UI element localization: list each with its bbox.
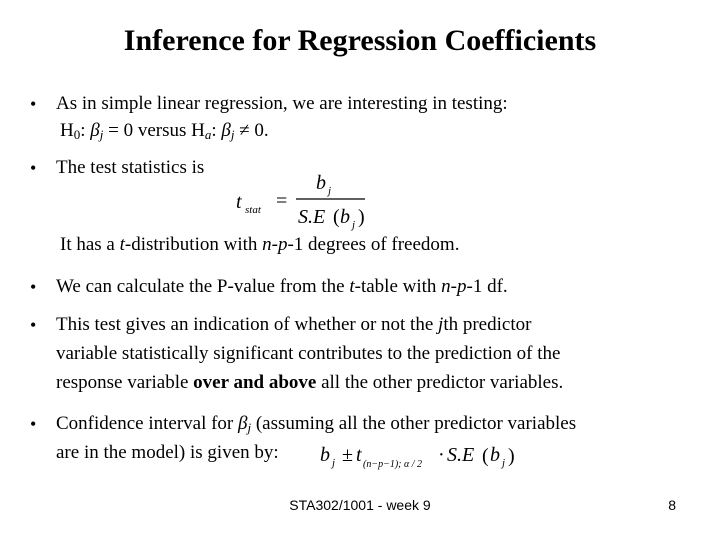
svg-text:): ) <box>358 206 365 228</box>
bullet-text: As in simple linear regression, we are interesting in testing: <box>56 93 508 114</box>
bullet-text: The test statistics is <box>56 157 205 178</box>
svg-text:S.E: S.E <box>447 444 475 466</box>
bullet-text-line-3: response variable over and above all the other predictor variables. <box>56 372 564 393</box>
bullet-dot: • <box>30 414 37 434</box>
svg-text:b: b <box>320 444 330 466</box>
svg-text:t: t <box>356 444 362 466</box>
svg-text:j: j <box>502 457 506 469</box>
page-number: 8 <box>668 497 676 513</box>
svg-text:b: b <box>340 206 350 228</box>
svg-text:): ) <box>508 445 515 467</box>
bullet-dot: • <box>30 158 37 178</box>
hypothesis-line: $H_0$: $\beta_j = 0$ versus $H_a$: $\beta_j \ne 0$. <box>60 120 269 142</box>
svg-text:S.E: S.E <box>298 206 326 228</box>
bullet-dot: • <box>30 94 37 114</box>
confidence-interval-formula <box>318 436 548 474</box>
slide-title: Inference for Regression Coefficients <box>123 24 597 57</box>
bullet-text-line-1: This test gives an indication of whether or not the jth predictor <box>56 314 532 335</box>
footer-course: STA302/1001 - week 9 <box>289 497 431 513</box>
bullet-text: We can calculate the P-value from the t-table with n-p-1 df. <box>56 276 508 297</box>
t-statistic-formula <box>230 168 380 234</box>
svg-text:b: b <box>316 172 326 194</box>
svg-text:(: ( <box>333 206 340 228</box>
svg-text:b: b <box>490 444 500 466</box>
svg-text:=: = <box>276 190 288 212</box>
svg-text:stat: stat <box>245 204 261 216</box>
svg-text:j: j <box>352 219 356 231</box>
bullet-text-line-2: variable statistically significant contributes to the prediction of the <box>56 343 561 364</box>
svg-text:·: · <box>438 444 445 466</box>
bullet-text-line-1: Confidence interval for $\beta_j$ (assuming all the other predictor variables <box>56 413 577 435</box>
svg-text:t: t <box>236 191 242 213</box>
bullet-text-line-2: are in the model) is given by: <box>56 442 279 463</box>
svg-text:j: j <box>328 185 332 197</box>
svg-text:(: ( <box>482 445 489 467</box>
svg-text:(n−p−1); α / 2: (n−p−1); α / 2 <box>363 459 423 470</box>
bullet-dot: • <box>30 315 37 335</box>
svg-text:±: ± <box>342 444 353 466</box>
svg-text:j: j <box>332 457 336 469</box>
bullet-dot: • <box>30 277 37 297</box>
